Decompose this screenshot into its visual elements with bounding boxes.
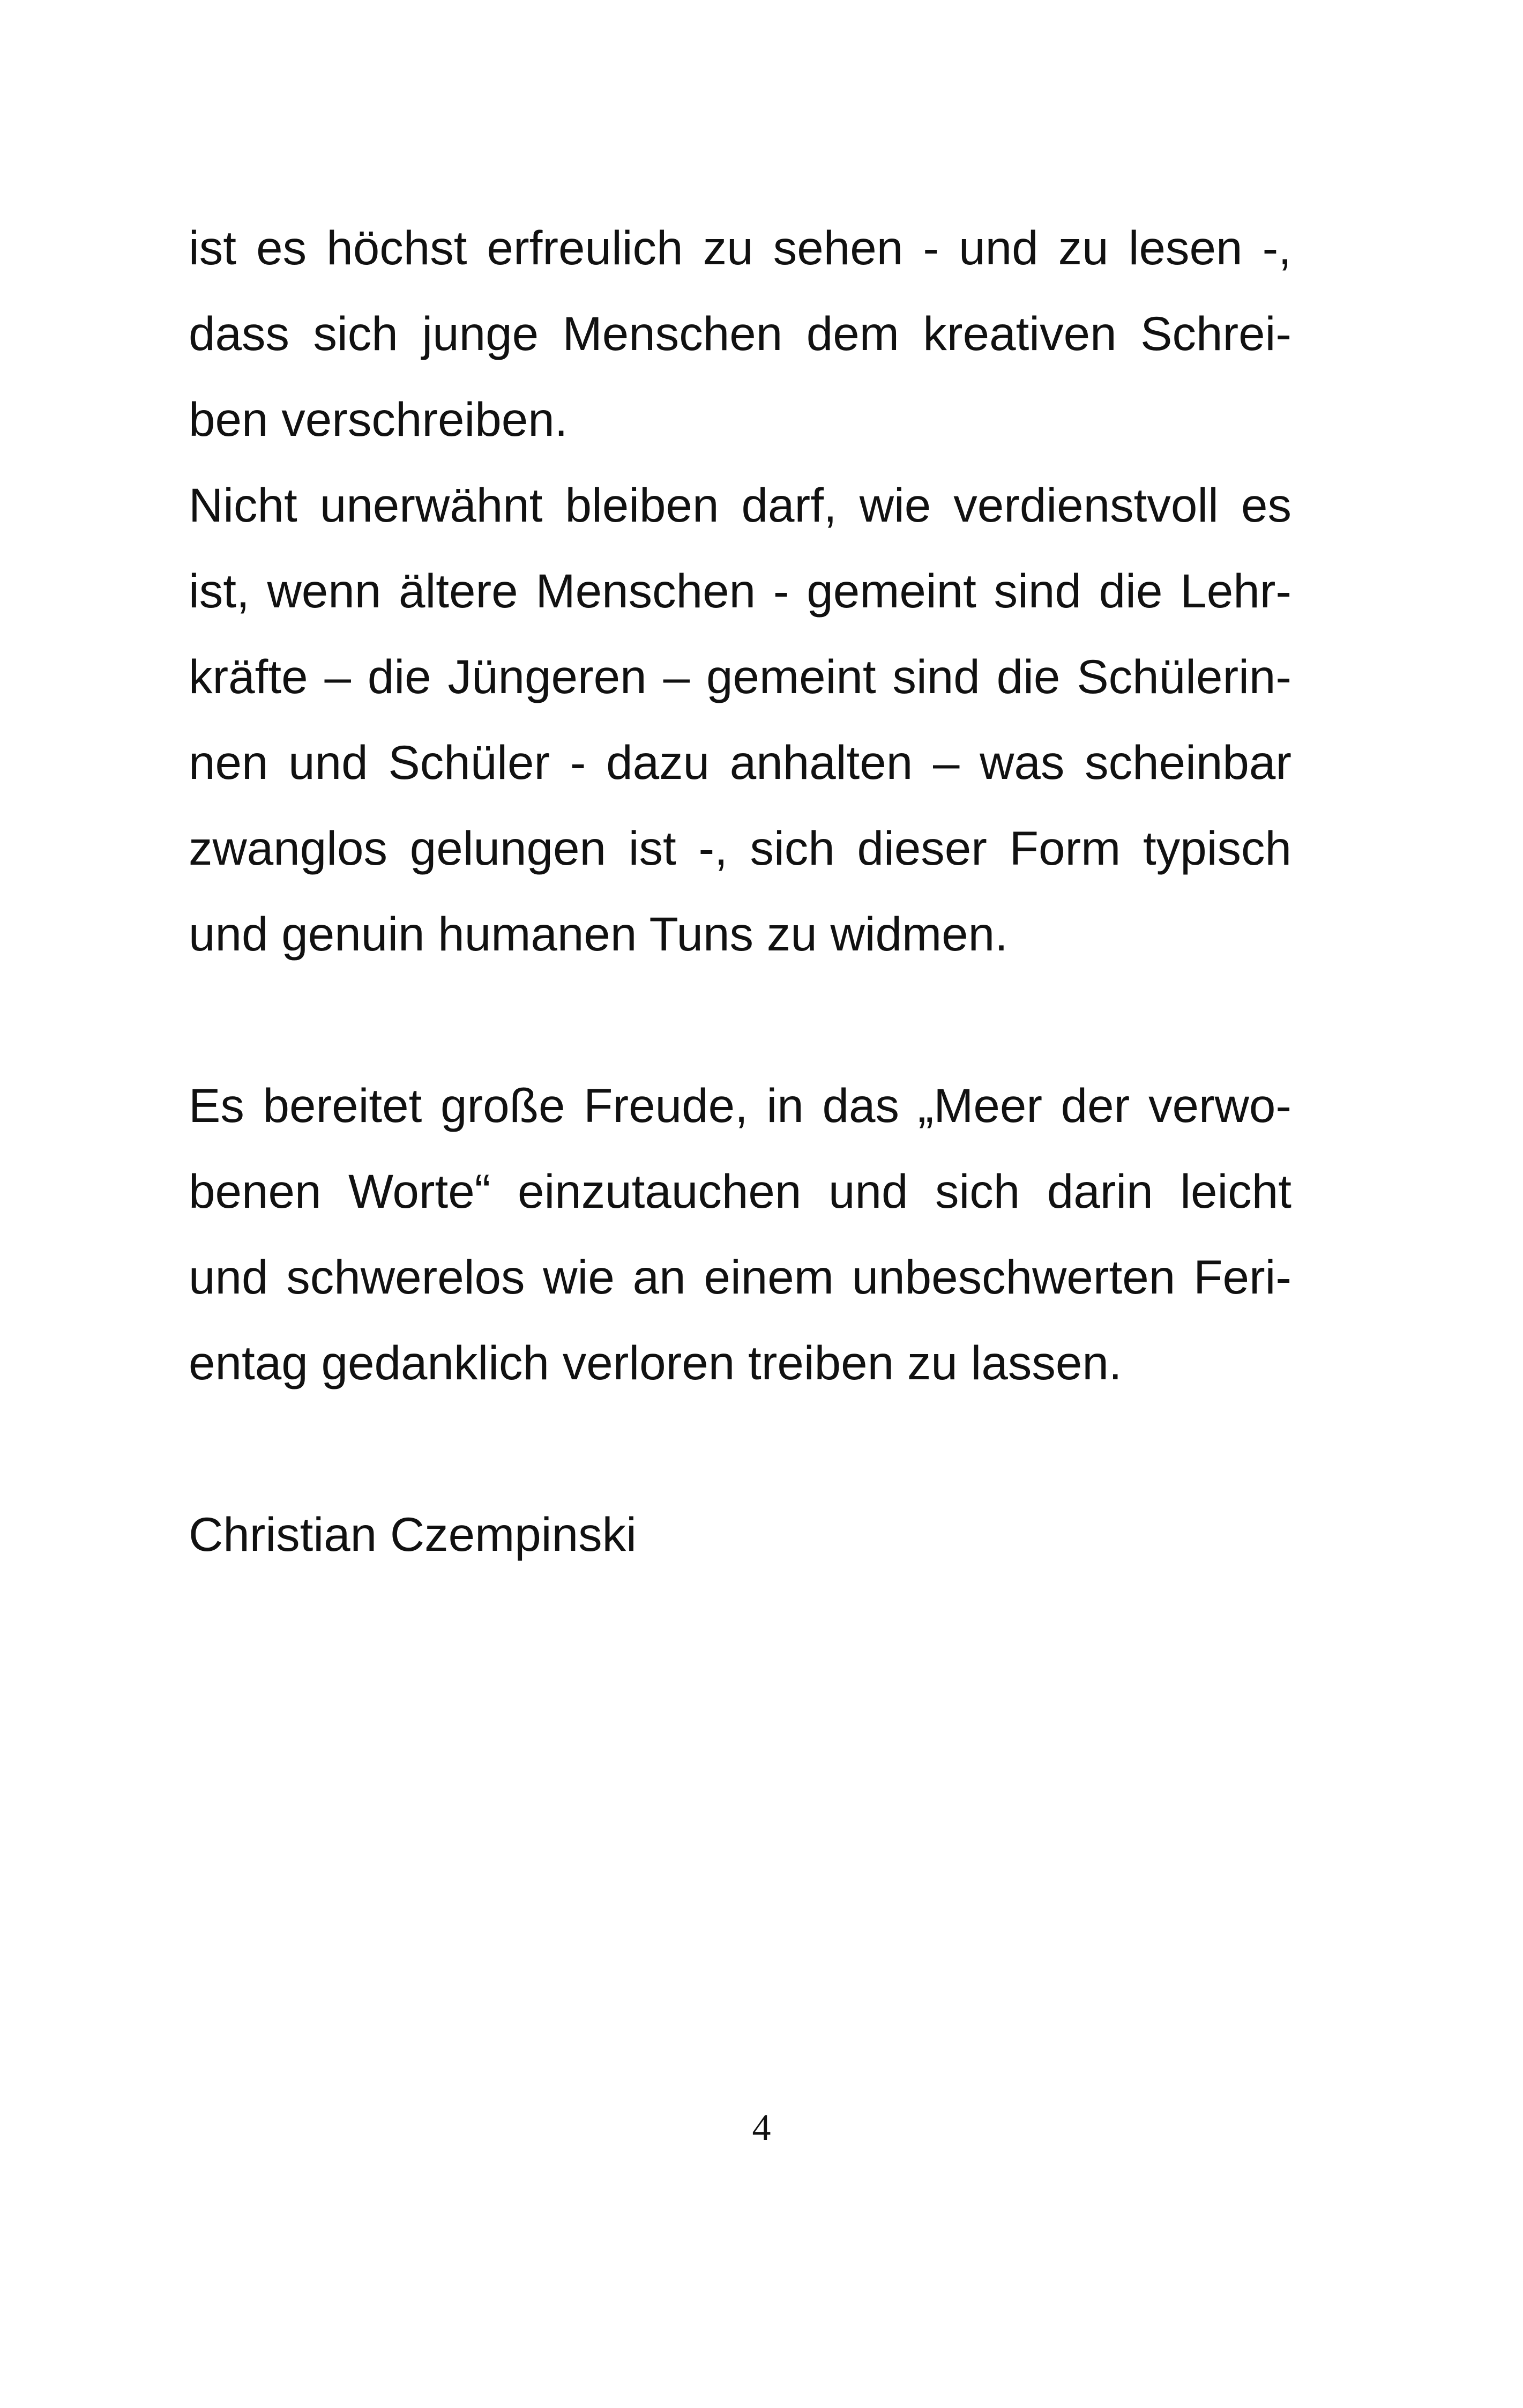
text-line: benen Worte“ einzutauchen und sich darin leicht — [189, 1164, 1291, 1218]
text-line: entag gedanklich verloren treiben zu lassen. — [189, 1336, 1122, 1389]
text-line: Es bereitet große Freude, in das „Meer der verwo- — [189, 1079, 1291, 1132]
paragraph-spacer — [189, 1406, 1291, 1491]
text-line: zwanglos gelungen ist -, sich dieser Form typisch — [189, 821, 1291, 875]
text-line: ben verschreiben. — [189, 392, 568, 446]
text-line: dass sich junge Menschen dem kreativen Schrei- — [189, 307, 1291, 360]
page-number: 4 — [752, 2107, 771, 2149]
text-line: kräfte – die Jüngeren – gemeint sind die Schülerin- — [189, 650, 1291, 703]
text-line: und genuin humanen Tuns zu widmen. — [189, 907, 1008, 961]
text-line: und schwerelos wie an einem unbeschwerten Feri- — [189, 1250, 1291, 1304]
paragraph-1 — [189, 205, 1291, 462]
paragraph-spacer — [189, 977, 1291, 1062]
text-line: nen und Schüler - dazu anhalten – was scheinbar — [189, 735, 1291, 789]
paragraph-2 — [189, 462, 1291, 977]
text-line: ist es höchst erfreulich zu sehen - und zu lesen -, — [189, 221, 1291, 274]
author-signature: Christian Czempinski — [189, 1507, 637, 1561]
text-line: ist, wenn ältere Menschen - gemeint sind die Lehr- — [189, 564, 1291, 618]
paragraph-3 — [189, 1062, 1291, 1406]
text-line: Nicht unerwähnt bleiben darf, wie verdienstvoll es — [189, 478, 1291, 532]
body-text — [189, 205, 1291, 1577]
